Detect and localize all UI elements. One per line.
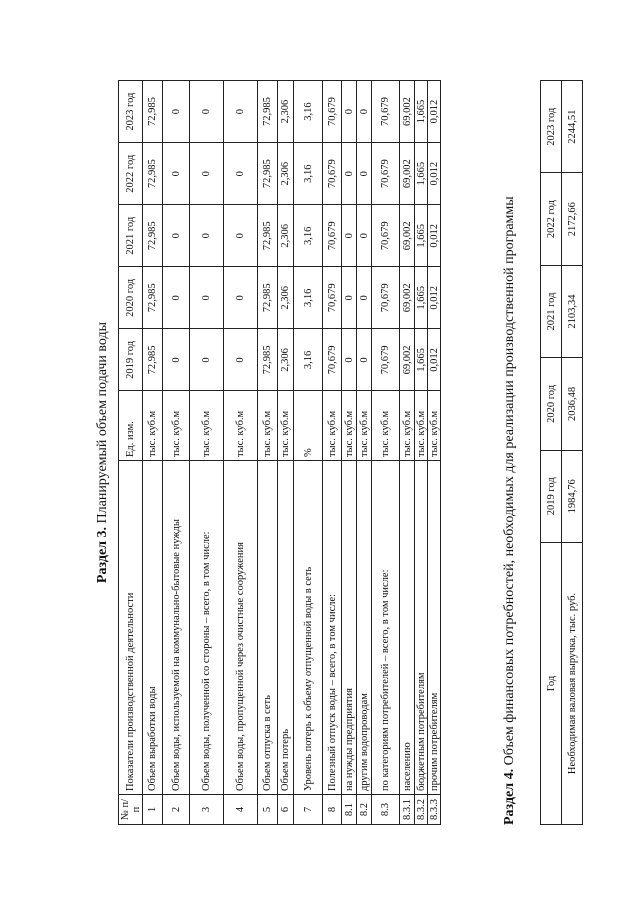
table-cell: 2103,34: [562, 265, 583, 357]
table-row: [224, 81, 258, 825]
table-cell: Объем воды, используемой на коммунально-бытовые нужды: [163, 461, 190, 795]
section4-title-bold: Раздел 4.: [502, 768, 517, 825]
table-cell: 0: [342, 205, 357, 267]
table-cell: 72,985: [143, 329, 163, 391]
table-cell: 0: [190, 81, 224, 143]
column-header: № п/п: [119, 795, 143, 825]
water-supply-table-header: [119, 81, 143, 825]
table-cell: 0: [357, 329, 372, 391]
table-cell: Уровень потерь к объему отпущенной воды в сеть: [294, 461, 323, 795]
table-cell: 72,985: [258, 267, 278, 329]
table-cell: 0: [163, 81, 190, 143]
table-cell: 0,012: [428, 267, 441, 329]
table-cell: 0: [342, 267, 357, 329]
table-cell: 0,012: [428, 143, 441, 205]
table-cell: 3,16: [294, 81, 323, 143]
table-cell: 0: [224, 329, 258, 391]
table-cell: населению: [400, 461, 415, 795]
column-header: 2019 год: [541, 450, 562, 542]
table-cell: 0: [190, 267, 224, 329]
table-cell: 0,012: [428, 329, 441, 391]
table-cell: 69,002: [400, 267, 415, 329]
table-cell: 8.2: [357, 795, 372, 825]
table-cell: тыс. куб.м: [190, 391, 224, 461]
table-cell: 2: [163, 795, 190, 825]
table-cell: 0: [163, 143, 190, 205]
table-cell: Объем отпуска в сеть: [258, 461, 278, 795]
table-cell: 1984,76: [562, 450, 583, 542]
table-cell: 5: [258, 795, 278, 825]
table-row: [428, 81, 441, 825]
column-header: Ед. изм.: [119, 391, 143, 461]
table-cell: 69,002: [400, 205, 415, 267]
column-header: 2023 год: [541, 81, 562, 173]
table-cell: 70,679: [323, 267, 342, 329]
table-cell: 0: [190, 205, 224, 267]
table-row: [163, 81, 190, 825]
table-row: [342, 81, 357, 825]
table-cell: 69,002: [400, 81, 415, 143]
table-cell: 72,985: [143, 267, 163, 329]
table-cell: 7: [294, 795, 323, 825]
table-cell: 0: [342, 81, 357, 143]
table-cell: 0,012: [428, 81, 441, 143]
table-cell: 3: [190, 795, 224, 825]
table-cell: тыс. куб.м: [357, 391, 372, 461]
column-header: 2022 год: [119, 143, 143, 205]
table-cell: 2,306: [278, 267, 294, 329]
table-row: [400, 81, 415, 825]
table-cell: 0: [163, 267, 190, 329]
financial-needs-table-header: [541, 81, 562, 825]
section3-title: [95, 0, 111, 905]
table-row: [190, 81, 224, 825]
table-row: [294, 81, 323, 825]
table-cell: 1: [143, 795, 163, 825]
table-cell: тыс. куб.м: [372, 391, 400, 461]
table-cell: 2036,48: [562, 358, 583, 450]
table-cell: тыс. куб.м: [143, 391, 163, 461]
table-cell: 0: [224, 205, 258, 267]
water-supply-table: [118, 80, 441, 825]
table-cell: 70,679: [372, 267, 400, 329]
table-cell: прочим потребителям: [428, 461, 441, 795]
table-row: [323, 81, 342, 825]
header-row: [119, 81, 143, 825]
table-cell: Полезный отпуск воды – всего, в том числе:: [323, 461, 342, 795]
table-cell: 70,679: [323, 205, 342, 267]
table-cell: 0: [190, 143, 224, 205]
table-cell: тыс. куб.м: [278, 391, 294, 461]
table-cell: Объем потерь: [278, 461, 294, 795]
table-cell: 72,985: [258, 329, 278, 391]
water-supply-table-body: [143, 81, 441, 825]
table-cell: на нужды предприятия: [342, 461, 357, 795]
column-header: Показатели производственной деятельности: [119, 461, 143, 795]
table-cell: 69,002: [400, 329, 415, 391]
table-cell: по категориям потребителей – всего, в том числе:: [372, 461, 400, 795]
table-cell: тыс. куб.м: [415, 391, 428, 461]
table-cell: 2244,51: [562, 81, 583, 173]
table-row: [357, 81, 372, 825]
table-cell: 1,665: [415, 143, 428, 205]
table-cell: 72,985: [258, 205, 278, 267]
table-cell: 3,16: [294, 329, 323, 391]
table-cell: 8.3.3: [428, 795, 441, 825]
table-cell: 8.3.2: [415, 795, 428, 825]
table-cell: 3,16: [294, 205, 323, 267]
table-cell: 72,985: [143, 205, 163, 267]
header-row: [541, 81, 562, 825]
table-cell: 70,679: [372, 329, 400, 391]
table-cell: 70,679: [372, 205, 400, 267]
table-cell: 2,306: [278, 205, 294, 267]
table-cell: 0: [342, 329, 357, 391]
table-cell: 8.1: [342, 795, 357, 825]
table-row: [562, 81, 583, 825]
column-header: 2021 год: [119, 205, 143, 267]
section4-title: [502, 196, 518, 825]
table-cell: 72,985: [258, 81, 278, 143]
table-cell: 8: [323, 795, 342, 825]
table-cell: тыс. куб.м: [224, 391, 258, 461]
table-cell: 70,679: [323, 329, 342, 391]
table-cell: 70,679: [372, 143, 400, 205]
table-cell: бюджетным потребителям: [415, 461, 428, 795]
table-cell: 0: [224, 143, 258, 205]
table-cell: 2,306: [278, 329, 294, 391]
table-cell: 0: [357, 81, 372, 143]
table-cell: 70,679: [323, 143, 342, 205]
column-header: 2023 год: [119, 81, 143, 143]
table-row: [415, 81, 428, 825]
table-cell: Объем воды, пропущенной через очистные сооружения: [224, 461, 258, 795]
table-cell: 1,665: [415, 329, 428, 391]
table-cell: Необходимая валовая выручка, тыс. руб.: [562, 543, 583, 825]
table-cell: тыс. куб.м: [258, 391, 278, 461]
table-cell: другим водопроводам: [357, 461, 372, 795]
column-header: 2019 год: [119, 329, 143, 391]
table-row: [143, 81, 163, 825]
section3-title-text: Планируемый объем подачи воды: [95, 321, 110, 524]
table-cell: 0: [357, 205, 372, 267]
table-cell: 3,16: [294, 267, 323, 329]
table-cell: 0: [224, 81, 258, 143]
table-cell: 0: [342, 143, 357, 205]
table-cell: 70,679: [372, 81, 400, 143]
table-cell: 3,16: [294, 143, 323, 205]
table-cell: 72,985: [258, 143, 278, 205]
table-cell: 2172,66: [562, 173, 583, 265]
table-cell: тыс. куб.м: [342, 391, 357, 461]
column-header: 2020 год: [119, 267, 143, 329]
table-cell: 0: [357, 143, 372, 205]
column-header: 2021 год: [541, 265, 562, 357]
table-cell: Объем воды, полученной со стороны – всего, в том числе:: [190, 461, 224, 795]
financial-needs-table: [540, 80, 583, 825]
table-cell: 1,665: [415, 267, 428, 329]
table-cell: 0,012: [428, 205, 441, 267]
table-cell: %: [294, 391, 323, 461]
table-cell: 70,679: [323, 81, 342, 143]
table-cell: 8.3.1: [400, 795, 415, 825]
table-cell: 0: [190, 329, 224, 391]
section4-title-text: Объем финансовых потребностей, необходимых для реализации производственной программы: [502, 196, 517, 766]
section3-title-bold: Раздел 3.: [95, 526, 110, 584]
table-cell: тыс. куб.м: [428, 391, 441, 461]
table-cell: тыс. куб.м: [323, 391, 342, 461]
table-cell: Объем выработки воды: [143, 461, 163, 795]
table-cell: 4: [224, 795, 258, 825]
table-row: [258, 81, 278, 825]
table-cell: тыс. куб.м: [400, 391, 415, 461]
table-cell: 72,985: [143, 81, 163, 143]
table-cell: 0: [163, 205, 190, 267]
table-cell: 72,985: [143, 143, 163, 205]
table-cell: 0: [357, 267, 372, 329]
table-cell: 69,002: [400, 143, 415, 205]
table-cell: 2,306: [278, 143, 294, 205]
table-cell: 1,665: [415, 205, 428, 267]
column-header: 2020 год: [541, 358, 562, 450]
table-row: [278, 81, 294, 825]
column-header: 2022 год: [541, 173, 562, 265]
financial-needs-table-body: [562, 81, 583, 825]
table-cell: тыс. куб.м: [163, 391, 190, 461]
table-cell: 2,306: [278, 81, 294, 143]
table-cell: 0: [163, 329, 190, 391]
table-cell: 0: [224, 267, 258, 329]
column-header: Год: [541, 543, 562, 825]
table-cell: 8.3: [372, 795, 400, 825]
table-cell: 1,665: [415, 81, 428, 143]
table-cell: 6: [278, 795, 294, 825]
table-row: [372, 81, 400, 825]
